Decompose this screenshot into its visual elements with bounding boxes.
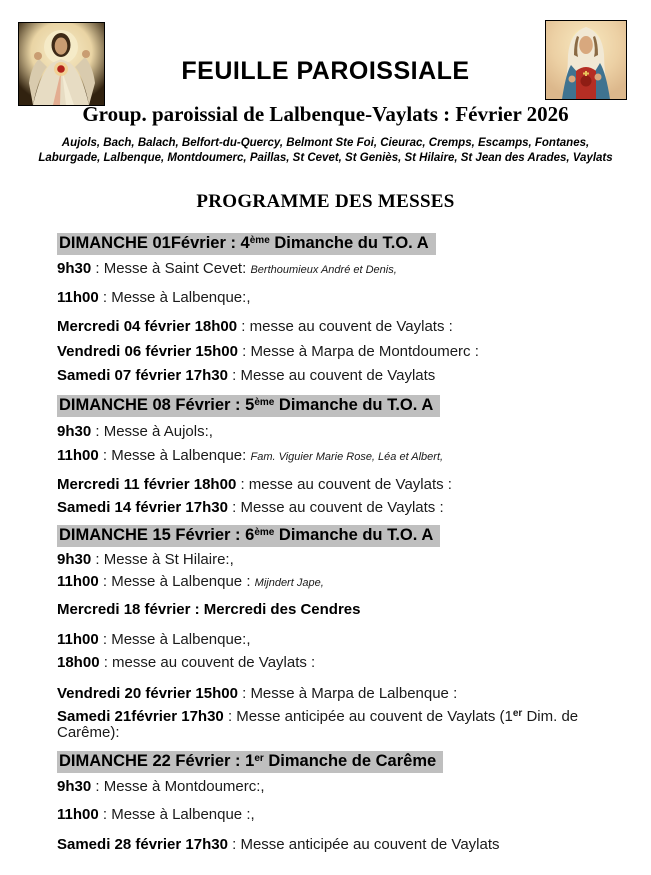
line-detail: : Messe au couvent de Vaylats <box>227 367 436 384</box>
day-label: Mercredi 04 février 18h00 <box>57 318 238 335</box>
schedule-line <box>57 344 643 360</box>
day-label: Vendredi 20 février 15h00 <box>57 685 238 702</box>
line-detail: : Messe à Saint Cevet: <box>91 260 251 277</box>
schedule-line <box>57 500 643 516</box>
schedule-line <box>57 368 643 384</box>
line-detail: : Messe à Montdoumerc:, <box>91 778 265 795</box>
page-subtitle: Group. paroissial de Lalbenque-Vaylats : Février 2026 <box>82 102 569 126</box>
time-label: 18h00 <box>57 654 100 671</box>
sunday-heading-1: DIMANCHE 01Février : 4ème Dimanche du T.O. A <box>57 233 643 255</box>
day-label: Mercredi 11 février 18h00 <box>57 476 237 493</box>
day-label: Vendredi 06 février 15h00 <box>57 343 238 360</box>
day-label: Samedi 07 février 17h30 <box>57 367 228 384</box>
schedule-line <box>57 290 643 306</box>
day-label: Samedi 14 février 17h30 <box>57 499 228 516</box>
line-detail: : Messe à Marpa de Lalbenque : <box>237 685 458 702</box>
time-label: 9h30 <box>57 551 92 568</box>
schedule-line <box>57 779 643 795</box>
sunday-heading-2: DIMANCHE 08 Février : 5ème Dimanche du T.O. A <box>57 395 643 417</box>
schedule-line <box>57 686 643 702</box>
mass-schedule <box>57 233 643 853</box>
schedule-line <box>57 448 643 465</box>
time-label: 9h30 <box>57 260 92 277</box>
schedule-line <box>57 424 643 440</box>
schedule-line <box>57 709 643 741</box>
time-label: 11h00 <box>57 806 99 823</box>
ordinal-superscript: er <box>512 708 523 719</box>
schedule-line <box>57 837 643 853</box>
line-detail: : Messe à Lalbenque: <box>98 447 251 464</box>
time-label: 9h30 <box>57 423 92 440</box>
time-label: 11h00 <box>57 289 99 306</box>
sunday-heading-3: DIMANCHE 15 Février : 6ème Dimanche du T.O. A <box>57 525 643 547</box>
page-title: FEUILLE PAROISSIALE <box>181 57 470 85</box>
line-detail: : Messe à Lalbenque:, <box>98 631 251 648</box>
line-detail: : messe au couvent de Vaylats : <box>237 318 453 335</box>
villages-line-2: Laburgade, Lalbenque, Montdoumerc, Paillas, St Cevet, St Geniès, St Hilaire, St Jean des Arades, Vaylats <box>38 152 613 164</box>
schedule-line <box>57 632 643 648</box>
time-label: 11h00 <box>57 447 99 464</box>
schedule-line <box>57 574 643 591</box>
line-detail: : Messe au couvent de Vaylats : <box>227 499 444 516</box>
line-detail: : Messe à Lalbenque : <box>98 573 255 590</box>
schedule-line <box>57 807 643 823</box>
line-detail: : messe au couvent de Vaylats : <box>99 654 316 671</box>
line-detail: : Messe à Lalbenque:, <box>98 289 251 306</box>
line-detail: : messe au couvent de Vaylats : <box>236 476 452 493</box>
line-detail: : Messe à Marpa de Montdoumerc : <box>237 343 479 360</box>
villages-list <box>30 136 621 166</box>
line-detail: : Messe à Lalbenque :, <box>98 806 255 823</box>
villages-line-1: Aujols, Bach, Balach, Belfort-du-Quercy, Belmont Ste Foi, Cieurac, Cremps, Escamps, Fontanes, <box>61 137 590 149</box>
line-detail: Dim. de Carême): <box>57 708 579 741</box>
day-label: Mercredi 18 février : Mercredi des Cendres <box>57 601 361 618</box>
schedule-line <box>57 552 643 568</box>
line-detail: : Messe anticipée au couvent de Vaylats <box>227 836 500 853</box>
schedule-line <box>57 655 643 671</box>
line-detail: : Messe à Aujols:, <box>91 423 213 440</box>
time-label: 11h00 <box>57 573 99 590</box>
intention-names: Fam. Viguier Marie Rose, Léa et Albert, <box>250 451 444 463</box>
line-detail: : Messe à St Hilaire:, <box>91 551 234 568</box>
sunday-heading-4: DIMANCHE 22 Février : 1er Dimanche de Carême <box>57 751 643 773</box>
day-label: Samedi 21février 17h30 <box>57 708 224 725</box>
schedule-line <box>57 261 643 278</box>
schedule-line <box>57 319 643 335</box>
section-heading: PROGRAMME DES MESSES <box>196 191 455 212</box>
time-label: 9h30 <box>57 778 92 795</box>
intention-names: Berthoumieux André et Denis, <box>250 264 397 276</box>
schedule-line <box>57 477 643 493</box>
line-detail: : Messe anticipée au couvent de Vaylats (1 <box>223 708 513 725</box>
day-label: Samedi 28 février 17h30 <box>57 836 228 853</box>
schedule-line <box>57 602 643 618</box>
time-label: 11h00 <box>57 631 99 648</box>
intention-names: Mijndert Jape, <box>254 577 324 589</box>
